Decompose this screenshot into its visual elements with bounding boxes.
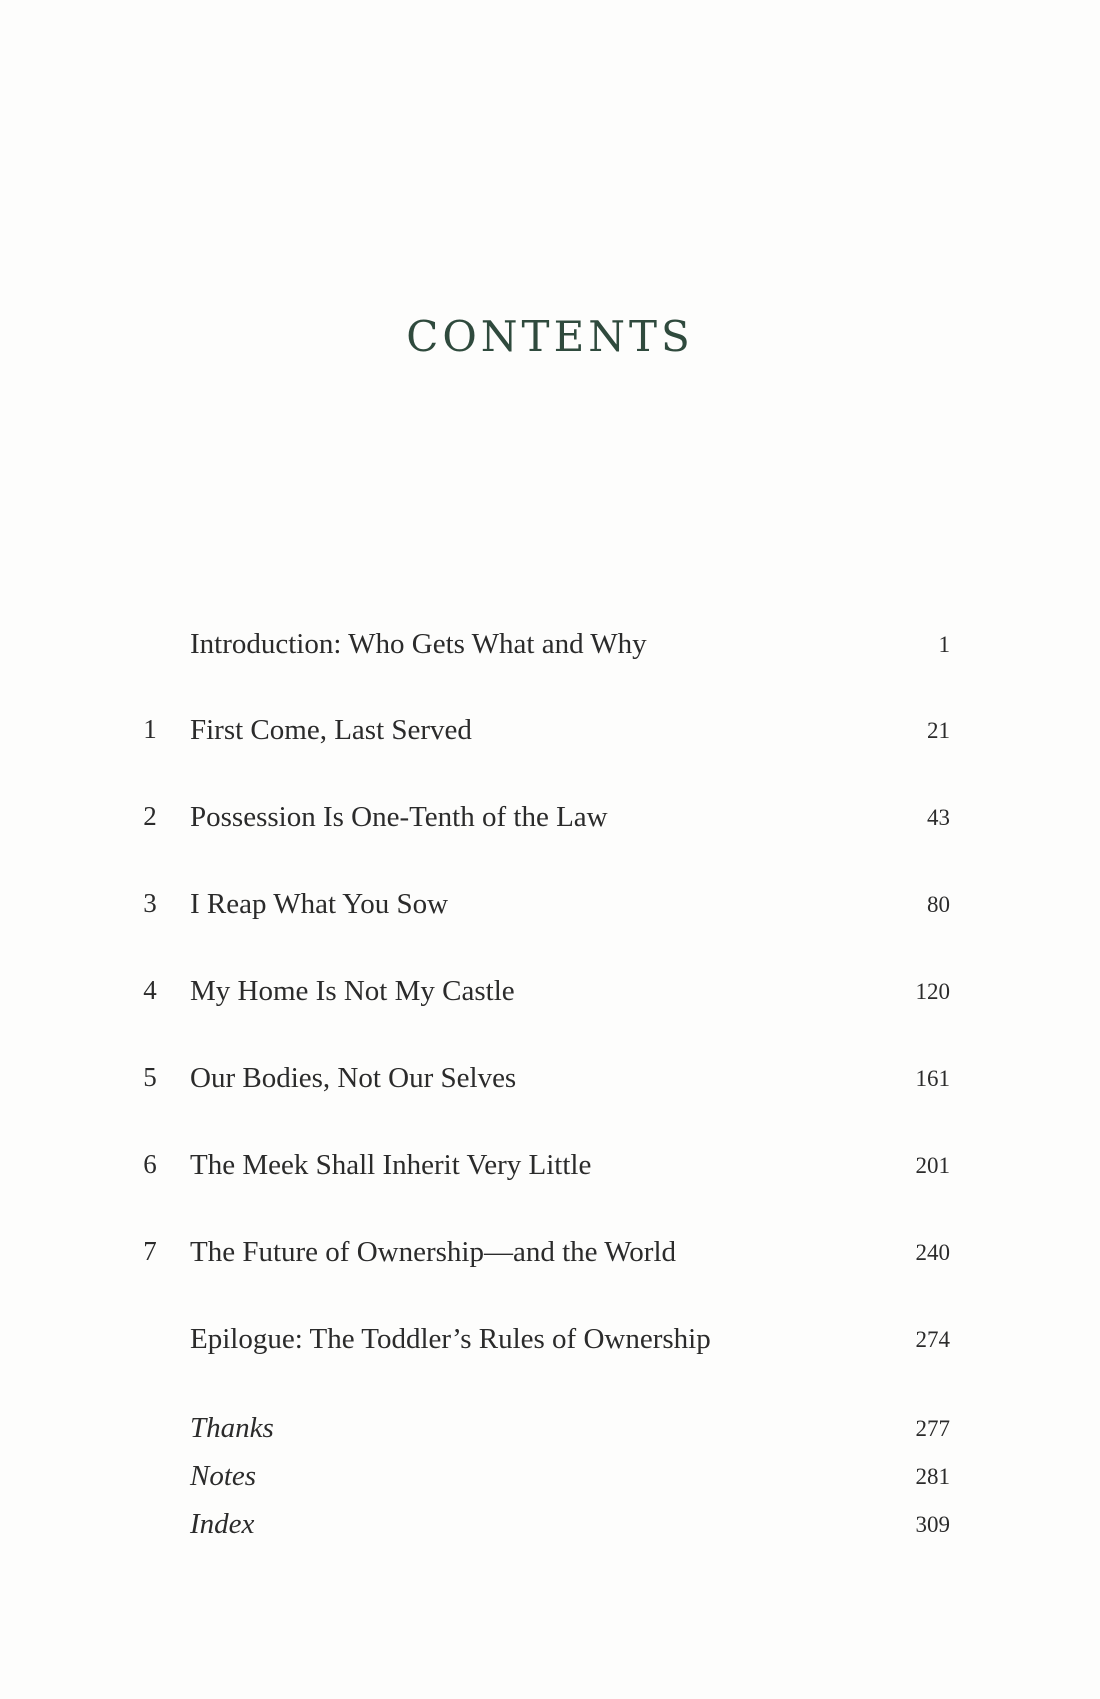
toc-entry-chapter-1 bbox=[0, 714, 1100, 754]
page-number: 43 bbox=[927, 805, 950, 830]
chapter-number: 5 bbox=[143, 1062, 157, 1092]
chapter-title: Our Bodies, Not Our Selves bbox=[190, 1062, 517, 1094]
page-number: 1 bbox=[938, 632, 950, 657]
contents-heading: CONTENTS bbox=[406, 312, 694, 361]
page-number: 281 bbox=[915, 1464, 950, 1489]
chapter-title: First Come, Last Served bbox=[190, 714, 472, 746]
toc-entry-epilogue bbox=[0, 1323, 1100, 1363]
chapter-number: 6 bbox=[143, 1149, 157, 1179]
chapter-title: Introduction: Who Gets What and Why bbox=[190, 628, 647, 660]
chapter-number: 4 bbox=[143, 975, 157, 1005]
back-matter-title: Index bbox=[190, 1508, 255, 1540]
toc-entry-notes bbox=[0, 1460, 1100, 1500]
page-number: 80 bbox=[927, 892, 950, 917]
page-number: 201 bbox=[915, 1153, 950, 1178]
chapter-title: The Meek Shall Inherit Very Little bbox=[190, 1149, 592, 1181]
chapter-number: 3 bbox=[143, 888, 157, 918]
toc-entry-introduction bbox=[0, 628, 1100, 668]
chapter-number: 1 bbox=[143, 714, 157, 744]
toc-entry-chapter-7 bbox=[0, 1236, 1100, 1276]
toc-entry-chapter-5 bbox=[0, 1062, 1100, 1102]
chapter-title: Epilogue: The Toddler’s Rules of Ownership bbox=[190, 1323, 711, 1355]
toc-entry-chapter-6 bbox=[0, 1149, 1100, 1189]
page-number: 274 bbox=[915, 1327, 950, 1352]
page-number: 161 bbox=[915, 1066, 950, 1091]
page-number: 277 bbox=[915, 1416, 950, 1441]
toc-entry-index bbox=[0, 1508, 1100, 1548]
chapter-number: 7 bbox=[143, 1236, 157, 1266]
toc-entry-chapter-4 bbox=[0, 975, 1100, 1015]
toc-entry-chapter-3 bbox=[0, 888, 1100, 928]
chapter-number: 2 bbox=[143, 801, 157, 831]
chapter-title: I Reap What You Sow bbox=[190, 888, 449, 920]
page-number: 309 bbox=[915, 1512, 950, 1537]
page-number: 240 bbox=[915, 1240, 950, 1265]
chapter-title: My Home Is Not My Castle bbox=[190, 975, 515, 1007]
toc-entry-thanks bbox=[0, 1412, 1100, 1452]
chapter-title: The Future of Ownership—and the World bbox=[190, 1236, 677, 1268]
back-matter-title: Notes bbox=[190, 1460, 257, 1492]
toc-entry-chapter-2 bbox=[0, 801, 1100, 841]
page-number: 120 bbox=[915, 979, 950, 1004]
page-number: 21 bbox=[927, 718, 950, 743]
back-matter-title: Thanks bbox=[190, 1412, 274, 1444]
chapter-title: Possession Is One-Tenth of the Law bbox=[190, 801, 608, 833]
